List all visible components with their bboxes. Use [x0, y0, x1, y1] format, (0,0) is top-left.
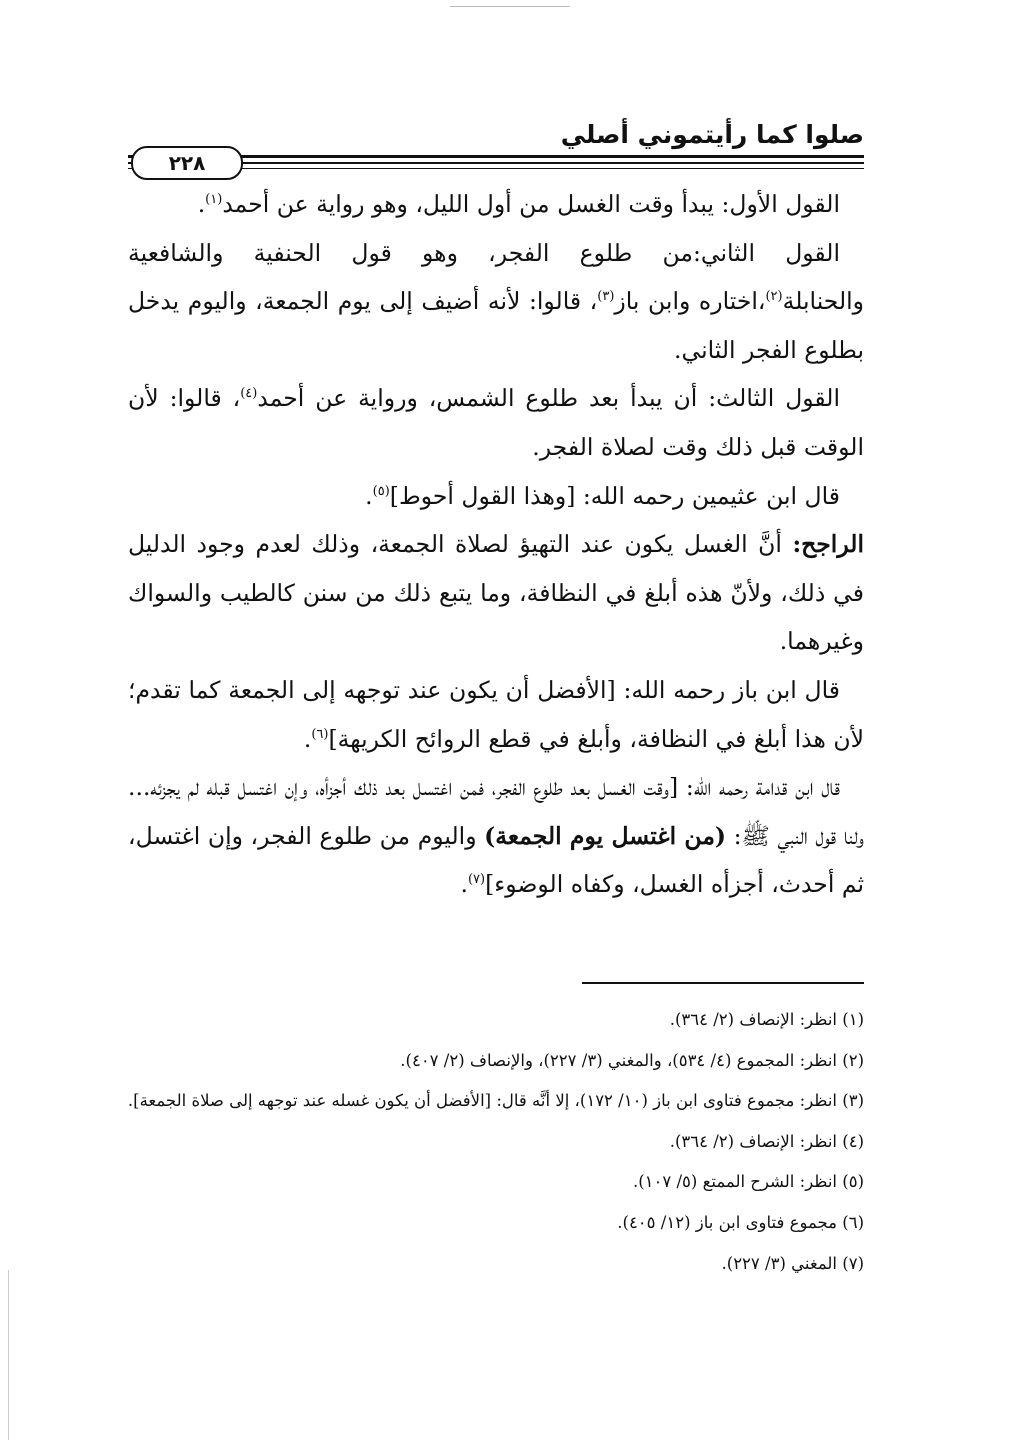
- paragraph-end: .: [365, 481, 373, 510]
- footnote-ref: (٤): [240, 386, 258, 402]
- footnote-ref: (٥): [372, 483, 390, 499]
- paragraph-first-opinion: [128, 180, 864, 229]
- paragraph-text: قال ابن عثيمين رحمه الله: [وهذا القول أحوط]: [389, 481, 840, 510]
- paragraph-end: .: [303, 724, 312, 753]
- paragraph-ibn-uthaymeen: [128, 472, 864, 521]
- scan-edge-line: [8, 1270, 9, 1440]
- paragraph-text: أنَّ الغسل يكون عند التهيؤ لصلاة الجمعة، وذلك لعدم وجود الدليل في ذلك، ولأنّ هذه أبلغ في النظافة، وما يتبع ذلك من سنن كالطيب والسواك وغيرهما.: [128, 530, 865, 656]
- footnote-separator: [582, 982, 864, 984]
- paragraph-preferred: [128, 520, 864, 666]
- paragraph-ibn-qudamah: [128, 763, 864, 909]
- footnote: (١) انظر: الإنصاف (٢/ ٣٦٤).: [669, 1010, 864, 1029]
- footnote-ref: (٧): [467, 872, 486, 888]
- page-header: [128, 120, 864, 180]
- paragraph-lead: الراجح:: [792, 530, 864, 559]
- page-number: ٢٢٨: [131, 146, 243, 180]
- paragraph-text: القول الثاني:من طلوع الفجر، وهو قول الحنفية والشافعية والحنابلة: [128, 238, 864, 316]
- footnote: (٦) مجموع فتاوى ابن باز (١٢/ ٤٠٥).: [617, 1212, 864, 1232]
- footnote-ref: (١): [205, 192, 223, 208]
- paragraph-end: .: [197, 190, 206, 218]
- paragraph-ibn-baz: [128, 666, 864, 763]
- running-title: صلوا كما رأيتموني أصلي: [560, 120, 864, 149]
- paragraph-text: ، قالوا: لأنه أضيف إلى يوم الجمعة، واليوم يدخل بطلوع الفجر الثاني.: [128, 287, 864, 364]
- paragraph-text: القول الثالث: أن يبدأ بعد طلوع الشمس، ورواية عن أحمد: [257, 384, 840, 413]
- scan-mark: [450, 6, 570, 7]
- paragraph-text: واليوم من طلوع الفجر، وإن اغتسل، ثم أحدث، أجزأه الغسل، وكفاه الوضوء]: [128, 821, 864, 899]
- paragraph-text: قال ابن قدامة رحمه الله: [وقت الغسل بعد طلوع الفجر، فمن اغتسل بعد ذلك أجزأه، وإن اغتسل قبله لم يجزئه... ولنا قول النبي ﷺ:: [128, 773, 865, 850]
- footnote: (٤) انظر: الإنصاف (٢/ ٣٦٤).: [669, 1131, 864, 1151]
- footnotes: [128, 1000, 864, 1284]
- paragraph-text: ،اختاره وابن باز: [614, 287, 766, 316]
- paragraph-text: ، قالوا: لأن الوقت قبل ذلك وقت لصلاة الفجر.: [128, 384, 864, 461]
- footnote-ref: (٦): [311, 726, 329, 742]
- footnote: (٢) انظر: المجموع (٤/ ٥٣٤)، والمغني (٣/ ٢٢٧)، والإنصاف (٢/ ٤٠٧).: [400, 1050, 864, 1070]
- paragraph-end: .: [460, 870, 468, 899]
- footnote: (٥) انظر: الشرح الممتع (٥/ ١٠٧).: [632, 1172, 864, 1192]
- paragraph-third-opinion: [128, 374, 864, 471]
- footnote: (٣) انظر: مجموع فتاوى ابن باز (١٠/ ١٧٢)، إلا أنَّه قال: [الأفضل أن يكون غسله عند توجهه إلى صلاة الجمعة].: [127, 1091, 864, 1111]
- paragraph-second-opinion: [128, 229, 864, 375]
- footnote-ref: (٢): [765, 289, 783, 305]
- footnote: (٧) المغني (٣/ ٢٢٧).: [721, 1253, 864, 1273]
- footnote-ref: (٣): [597, 289, 615, 305]
- hadith-quote: (من اغتسل يوم الجمعة): [484, 821, 727, 850]
- paragraph-text: قال ابن باز رحمه الله: [الأفضل أن يكون عند توجهه إلى الجمعة كما تقدم؛ لأن هذا أبلغ في النظافة، وأبلغ في قطع الروائح الكريهة]: [128, 675, 864, 753]
- main-text: [128, 180, 864, 909]
- paragraph-text: القول الأول: يبدأ وقت الغسل من أول الليل، وهو رواية عن أحمد: [222, 190, 840, 218]
